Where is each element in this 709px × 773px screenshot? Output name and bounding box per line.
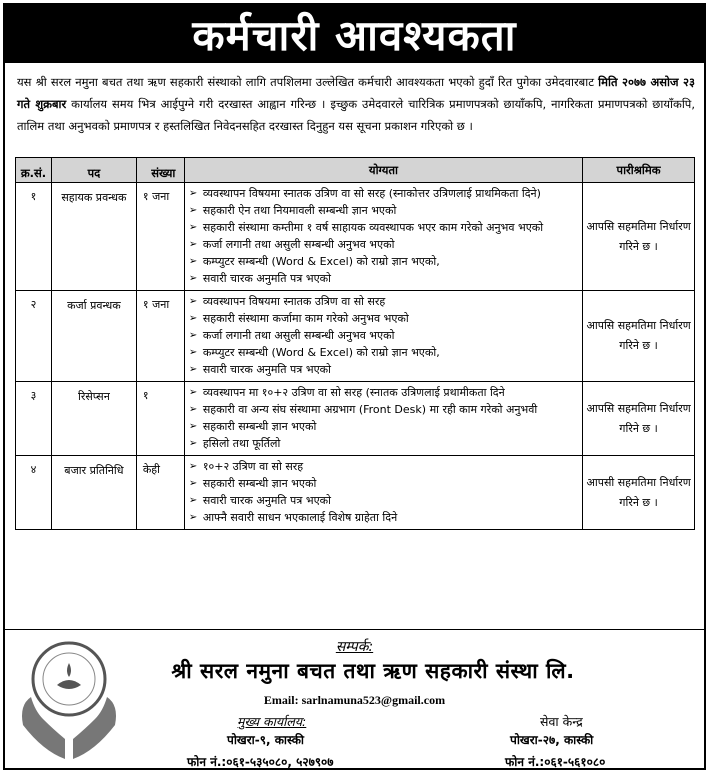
qualification-item [189, 510, 578, 526]
table-row [16, 183, 695, 291]
row-sn: ३ [16, 382, 52, 456]
row-post: कर्जा प्रवन्धक [51, 291, 136, 382]
qualification-item [189, 186, 578, 202]
arrow-bullet-icon: ➢ [188, 404, 198, 415]
row-count: केही [136, 456, 184, 530]
qualification-item [189, 493, 578, 509]
arrow-bullet-icon: ➢ [188, 222, 198, 233]
head-office-address: पोखरा-९, कास्की [227, 733, 305, 747]
qualification-item [189, 419, 578, 435]
vacancy-table [15, 157, 695, 530]
arrow-bullet-icon: ➢ [188, 205, 198, 216]
service-center-address: पोखरा-२७, कास्की [510, 733, 594, 747]
arrow-bullet-icon: ➢ [188, 512, 198, 523]
qualification-text: व्यवस्थापन विषयमा स्नातक उत्रिण वा सो सरह [202, 295, 386, 308]
qualification-item [189, 328, 578, 344]
footer-divider [5, 629, 704, 630]
table-row [16, 382, 695, 456]
arrow-bullet-icon: ➢ [188, 461, 198, 472]
qualification-text: कम्प्युटर सम्बन्धी (Word & Excel) को राम्रो ज्ञान भएको, [202, 255, 440, 268]
qualification-item [189, 402, 578, 418]
qualification-text: सहकारी संस्थामा कम्तीमा १ वर्ष साहायक व्यवस्थापक भएर काम गरेको अनुभव भएको [202, 221, 544, 234]
table-header-row [16, 158, 695, 183]
email-label: Email: [263, 693, 299, 707]
qualification-item [189, 220, 578, 236]
intro-text-part2: कार्यालय समय भित्र आईपुग्ने गरी दरखास्त आह्वान गरिन्छ । इच्छुक उमेदवारले चारित्रिक प्रमाणपत्रको छायाँकपि, नागरिकता प्रमाणपत्रको छायाँकपि, तालिम तथा अनुभवको प्रमाणपत्र र हस्तलिखित निवेदनसहित दरखास्त दिनुहुन यस सूचना प्रकाशन गरिएको छ । [17, 97, 695, 133]
qualification-item [189, 459, 578, 475]
service-center-title: सेवा केन्द्र [540, 714, 583, 729]
head-office-phone: फोन नं.:०६१-५३५०८०, ५२७९०७ [187, 755, 334, 769]
qualification-text: सहकारी संस्थामा कर्जामा काम गरेको अनुभव भएको [202, 312, 409, 325]
qualification-text: सवारी चारक अनुमति पत्र भएको [202, 363, 331, 376]
qualification-item [189, 237, 578, 253]
email-address: sarlnamuna523@gmail.com [301, 693, 446, 707]
qualification-text: सवारी चारक अनुमति पत्र भएको [202, 272, 331, 285]
contact-heading: सम्पर्क: [335, 639, 374, 655]
qualification-text: सवारी चारक अनुमति पत्र भएको [202, 494, 331, 507]
row-sn: २ [16, 291, 52, 382]
qualification-text: सहकारी वा अन्य संघ संस्थामा अग्रभाग (Front Desk) मा रही काम गरेको अनुभवी [202, 403, 538, 416]
qualification-text: कम्प्युटर सम्बन्धी (Word & Excel) को राम्रो ज्ञान भएको, [202, 346, 440, 359]
qualification-text: व्यवस्थापन मा १०+२ उत्रिण वा सो सरह (स्नातक उत्रिणलाई प्रथामीकता दिने [202, 386, 505, 399]
header-count: संख्या [136, 158, 184, 183]
arrow-bullet-icon: ➢ [188, 364, 198, 375]
arrow-bullet-icon: ➢ [188, 478, 198, 489]
qualification-text: १०+२ उत्रिण वा सो सरह [202, 460, 304, 473]
arrow-bullet-icon: ➢ [188, 188, 198, 199]
service-center-phone: फोन नं.:०६१-५६१०८० [505, 755, 606, 769]
row-sn: ४ [16, 456, 52, 530]
organization-name: श्री सरल नमुना बचत तथा ऋण सहकारी संस्था लि. [171, 659, 575, 683]
intro-text-part1: यस श्री सरल नमुना बचत तथा ऋण सहकारी संस्थाको लागि तपशिलमा उल्लेखित कर्मचारी आवश्यकता भएकाे हुदाँ रित पुगेका उमेदवारबाट [17, 75, 599, 89]
arrow-bullet-icon: ➢ [188, 495, 198, 506]
arrow-bullet-icon: ➢ [188, 296, 198, 307]
arrow-bullet-icon: ➢ [188, 387, 198, 398]
row-remuneration: आपसि सहमतिमा निर्धारण गरिने छ । [583, 291, 695, 382]
qualification-item [189, 311, 578, 327]
intro-deadline: मिति २०७७ असोज २३ गते शुक्रबार [17, 75, 695, 111]
arrow-bullet-icon: ➢ [188, 313, 198, 324]
row-count: १ [136, 382, 184, 456]
row-post: बजार प्रतिनिधि [51, 456, 136, 530]
header-qualification: योग्यता [184, 158, 582, 183]
qualification-item [189, 436, 578, 452]
row-count: १ जना [136, 183, 184, 291]
head-office-title: मुख्य कार्यालय: [237, 714, 307, 729]
row-post: रिसेप्सन [51, 382, 136, 456]
qualification-text: सहकारी सम्बन्धी ज्ञान भएको [202, 420, 317, 433]
qualification-text: सहकारी ऐन तथा नियमावली सम्बन्धी ज्ञान भएको [202, 204, 397, 217]
table-row [16, 291, 695, 382]
row-qualifications [184, 291, 582, 382]
notice-page [3, 3, 706, 770]
qualification-text: कर्जा लगानी तथा असुली सम्बन्धी अनुभव भएको [202, 329, 395, 342]
qualification-item [189, 476, 578, 492]
qualification-item [189, 254, 578, 270]
qualification-item [189, 271, 578, 287]
row-qualifications [184, 183, 582, 291]
qualification-text: आफ्नै सवारी साधन भएकालाई विशेष ग्राहेता दिने [202, 511, 398, 524]
qualification-text: हसिलो तथा फूर्तिलो [202, 437, 281, 450]
arrow-bullet-icon: ➢ [188, 347, 198, 358]
arrow-bullet-icon: ➢ [188, 438, 198, 449]
row-remuneration: आपसि सहमतिमा निर्धारण गरिने छ । [583, 183, 695, 291]
row-qualifications [184, 382, 582, 456]
page-title [5, 5, 704, 63]
qualification-item [189, 362, 578, 378]
table-row [16, 456, 695, 530]
qualification-item [189, 294, 578, 310]
arrow-bullet-icon: ➢ [188, 256, 198, 267]
qualification-item [189, 203, 578, 219]
row-count: १ जना [136, 291, 184, 382]
intro-paragraph [17, 71, 695, 137]
row-qualifications [184, 456, 582, 530]
arrow-bullet-icon: ➢ [188, 239, 198, 250]
header-post: पद [51, 158, 136, 183]
row-sn: १ [16, 183, 52, 291]
arrow-bullet-icon: ➢ [188, 421, 198, 432]
qualification-item [189, 345, 578, 361]
qualification-text: कर्जा लगानी तथा असुली सम्बन्धी अनुभव भएको [202, 238, 395, 251]
header-remuneration: पारीश्रमिक [583, 158, 695, 183]
page-title-text: कर्मचारी आवश्यकता [192, 10, 517, 60]
qualification-text: सहकारी सम्बन्धी ज्ञान भएको [202, 477, 317, 490]
arrow-bullet-icon: ➢ [188, 273, 198, 284]
email-line [5, 693, 704, 708]
header-sn: क्र.सं. [16, 158, 52, 183]
qualification-text: व्यवस्थापन विषयमा स्नातक उत्रिण वा सो सरह (स्नाकोत्तर उत्रिणलाई प्राथमिकता दिने) [202, 187, 541, 200]
arrow-bullet-icon: ➢ [188, 330, 198, 341]
row-post: सहायक प्रवन्धक [51, 183, 136, 291]
qualification-item [189, 385, 578, 401]
row-remuneration: आपसी सहमतिमा निर्धारण गरिने छ । [583, 456, 695, 530]
row-remuneration: आपसि सहमतिमा निर्धारण गरिने छ । [583, 382, 695, 456]
